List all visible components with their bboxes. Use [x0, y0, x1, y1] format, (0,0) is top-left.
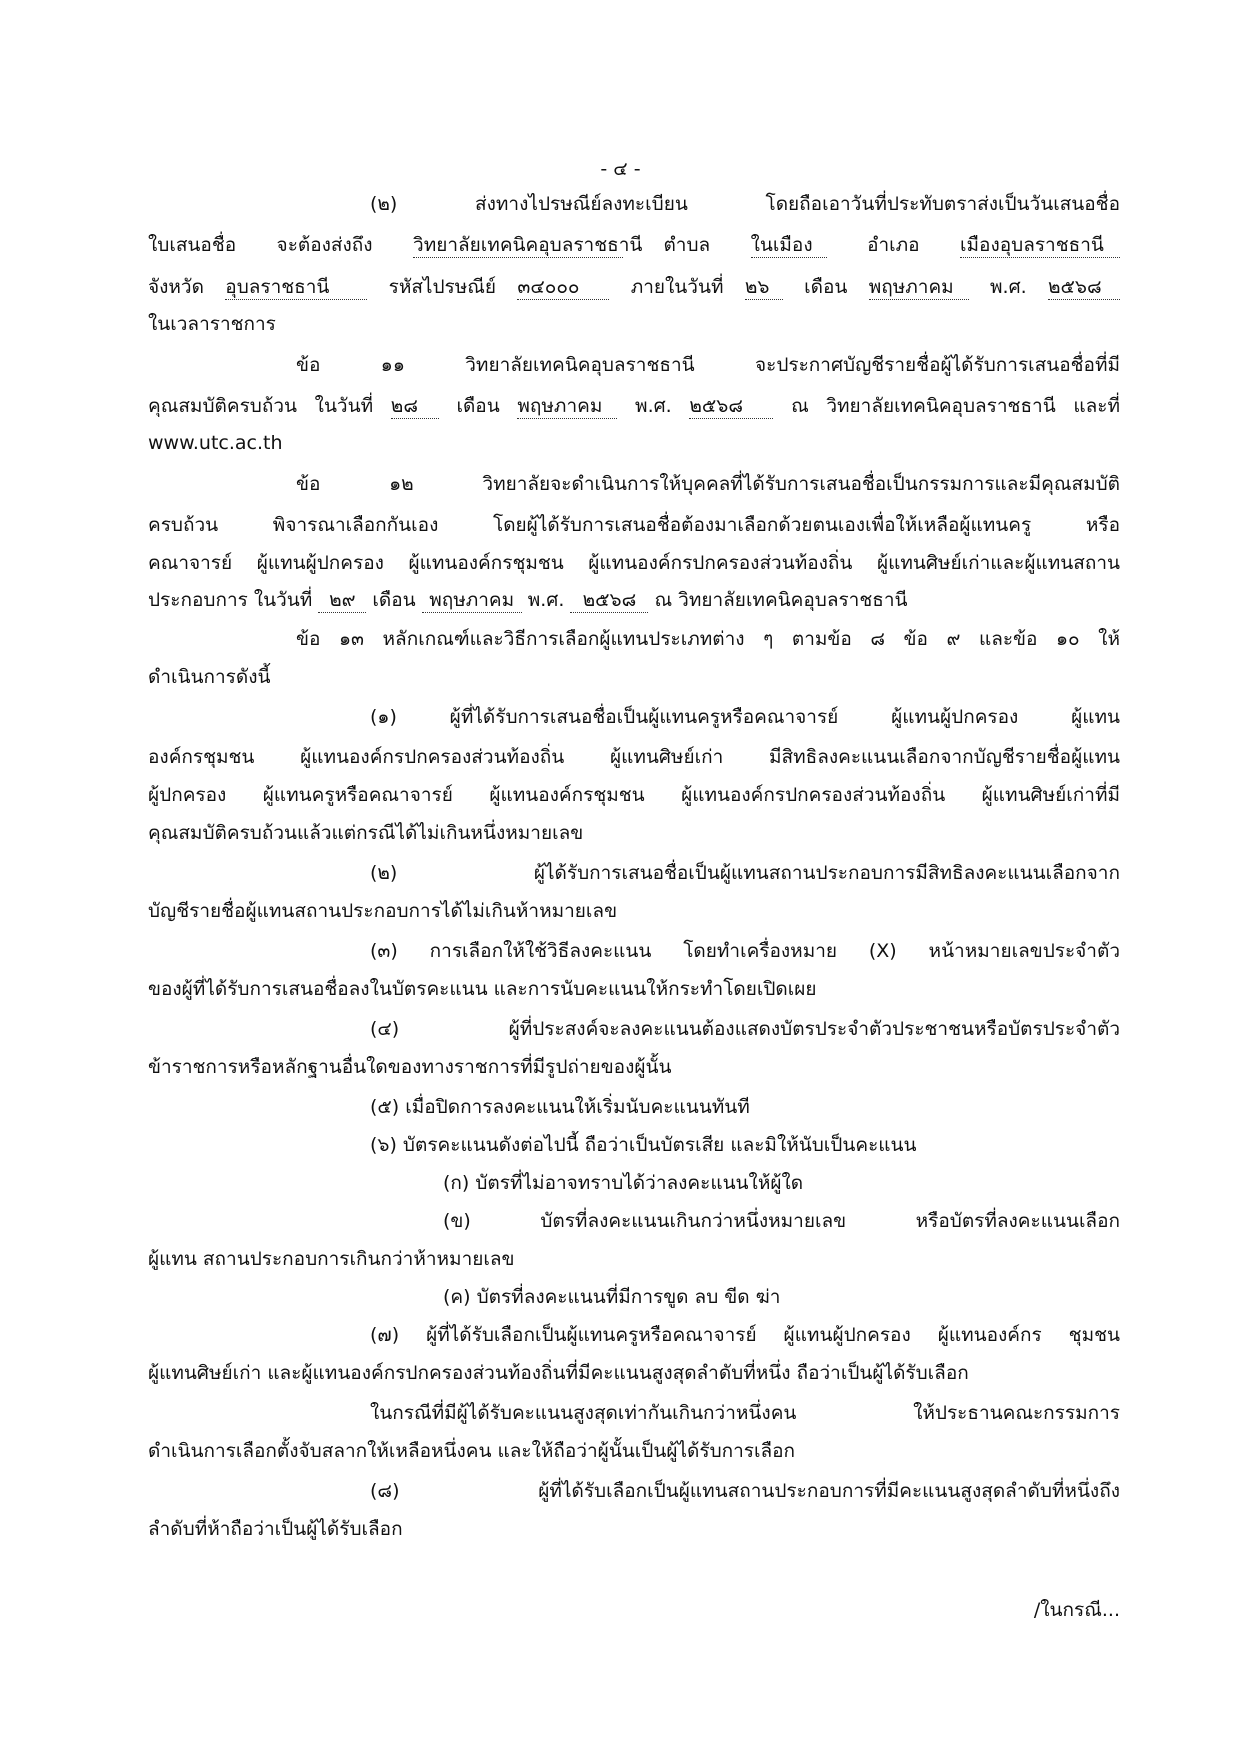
subdistrict-fill: ในเมือง	[751, 233, 827, 258]
within-date-label: ภายในวันที่	[630, 276, 724, 298]
item-1-line-1: (๑) ผู้ที่ได้รับการเสนอชื่อเป็นผู้แทนครูหรือคณาจารย์ ผู้แทนผู้ปกครอง ผู้แทน	[370, 706, 1120, 728]
item-6b-line-1: (ข) บัตรที่ลงคะแนนเกินกว่าหนึ่งหมายเลข หรือบัตรที่ลงคะแนนเลือก	[443, 1210, 1120, 1232]
clause-12-year-fill: ๒๕๖๘	[570, 588, 648, 613]
item-8-line-2: ลำดับที่ห้าถือว่าเป็นผู้ได้รับเลือก	[148, 1518, 403, 1540]
clause-12-line-4	[148, 583, 1120, 617]
clause-11-prefix: คุณสมบัติครบถ้วน ในวันที่	[148, 395, 374, 417]
clause-12-month-label: เดือน	[372, 589, 416, 611]
item-1-line-2: องค์กรชุมชน ผู้แทนองค์กรปกครองส่วนท้องถิ่น ผู้แทนศิษย์เก่า มีสิทธิลงคะแนนเลือกจากบัญชีรายชื่อผู้แทน	[148, 746, 1120, 768]
item-4-line-2: ข้าราชการหรือหลักฐานอื่นใดของทางราชการที่มีรูปถ่ายของผู้นั้น	[148, 1056, 672, 1078]
mail-method-line: (๒) ส่งทางไปรษณีย์ลงทะเบียน โดยถือเอาวันที่ประทับตราส่งเป็นวันเสนอชื่อ	[370, 193, 1120, 215]
clause-13-line-1: ข้อ ๑๓ หลักเกณฑ์และวิธีการเลือกผู้แทนประเภทต่าง ๆ ตามข้อ ๘ ข้อ ๙ และข้อ ๑๐ ให้	[296, 628, 1120, 650]
clause-11-day-fill: ๒๘	[391, 394, 439, 419]
clause-12-suffix: ณ วิทยาลัยเทคนิคอุบลราชธานี	[654, 589, 908, 611]
clause-11-line-1: ข้อ ๑๑ วิทยาลัยเทคนิคอุบลราชธานี จะประกาศบัญชีรายชื่อผู้ได้รับการเสนอชื่อที่มี	[296, 354, 1120, 376]
item-3-line-1: (๓) การเลือกให้ใช้วิธีลงคะแนน โดยทำเครื่องหมาย (X) หน้าหมายเลขประจำตัว	[370, 940, 1120, 962]
college-fill: วิทยาลัยเทคนิคอุบลราชธานี	[413, 234, 643, 256]
office-hours-line: ในเวลาราชการ	[148, 313, 276, 335]
clause-12-line-2: ครบถ้วน พิจารณาเลือกกันเอง โดยผู้ได้รับการเสนอชื่อต้องมาเลือกด้วยตนเองเพื่อให้เหลือผู้แทนครู หรือ	[148, 514, 1120, 536]
item-6-line: (๖) บัตรคะแนนดังต่อไปนี้ ถือว่าเป็นบัตรเสีย และมิให้นับเป็นคะแนน	[370, 1134, 917, 1156]
item-6a-line: (ก) บัตรที่ไม่อาจทราบได้ว่าลงคะแนนให้ผู้ใด	[443, 1172, 804, 1194]
postcode-label: รหัสไปรษณีย์	[388, 276, 497, 298]
clause-13-line-2: ดำเนินการดังนี้	[148, 666, 271, 688]
clause-12-year-label: พ.ศ.	[527, 589, 565, 611]
continuation-text: /ในกรณี...	[1033, 1599, 1120, 1621]
item-1-line-4: คุณสมบัติครบถ้วนแล้วแต่กรณีได้ไม่เกินหนึ่งหมายเลข	[148, 822, 584, 844]
district-fill: เมืองอุบลราชธานี	[960, 233, 1120, 258]
district-label: อำเภอ	[867, 234, 920, 256]
website-text: www.utc.ac.th	[148, 432, 283, 454]
province-label: จังหวัด	[148, 276, 204, 298]
clause-12-day-fill: ๒๙	[318, 588, 366, 613]
clause-12-prefix: ประกอบการ ในวันที่	[148, 589, 313, 611]
month-fill: พฤษภาคม	[869, 275, 969, 300]
subdistrict-label: ตำบล	[663, 234, 711, 256]
item-8-line-1: (๘) ผู้ที่ได้รับเลือกเป็นผู้แทนสถานประกอบการที่มีคะแนนสูงสุดลำดับที่หนึ่งถึง	[370, 1480, 1120, 1502]
item-6c-line: (ค) บัตรที่ลงคะแนนที่มีการขูด ลบ ขีด ฆ่า	[443, 1286, 781, 1308]
year-label: พ.ศ.	[990, 276, 1027, 298]
item-7-line-2: ผู้แทนศิษย์เก่า และผู้แทนองค์กรปกครองส่วนท้องถิ่นที่มีคะแนนสูงสุดลำดับที่หนึ่ง ถือว่าเป็นผู้ได้รับเลือก	[148, 1362, 969, 1384]
item-2-line-2: บัญชีรายชื่อผู้แทนสถานประกอบการได้ไม่เกินห้าหมายเลข	[148, 900, 618, 922]
mail-province-line	[148, 270, 1120, 304]
item-6b-line-2: ผู้แทน สถานประกอบการเกินกว่าห้าหมายเลข	[148, 1248, 515, 1270]
clause-12-line-3: คณาจารย์ ผู้แทนผู้ปกครอง ผู้แทนองค์กรชุมชน ผู้แทนองค์กรปกครองส่วนท้องถิ่น ผู้แทนศิษย์เก่าและผู้แทนสถาน	[148, 552, 1120, 574]
item-4-line-1: (๔) ผู้ที่ประสงค์จะลงคะแนนต้องแสดงบัตรประจำตัวประชาชนหรือบัตรประจำตัว	[370, 1018, 1120, 1040]
clause-12-month-fill: พฤษภาคม	[422, 588, 522, 613]
postcode-fill: ๓๔๐๐๐	[517, 275, 609, 300]
mail-address-prefix: ใบเสนอชื่อ จะต้องส่งถึง	[148, 234, 373, 256]
clause-11-line-2	[148, 389, 1120, 423]
page-number: - ๔ -	[600, 158, 641, 180]
mail-address-line	[148, 228, 1120, 262]
clause-11-year-fill: ๒๕๖๘	[689, 394, 773, 419]
item-7-tie-line-2: ดำเนินการเลือกตั้งจับสลากให้เหลือหนึ่งคน และให้ถือว่าผู้นั้นเป็นผู้ได้รับการเลือก	[148, 1440, 796, 1462]
item-3-line-2: ของผู้ที่ได้รับการเสนอชื่อลงในบัตรคะแนน และการนับคะแนนให้กระทำโดยเปิดเผย	[148, 978, 817, 1000]
clause-11-suffix: ณ วิทยาลัยเทคนิคอุบลราชธานี และที่	[791, 395, 1120, 417]
item-1-line-3: ผู้ปกครอง ผู้แทนครูหรือคณาจารย์ ผู้แทนองค์กรชุมชน ผู้แทนองค์กรปกครองส่วนท้องถิ่น ผู้แทนศิษย์เก่าที่มี	[148, 784, 1120, 806]
province-fill: อุบลราชธานี	[225, 275, 367, 300]
item-7-line-1: (๗) ผู้ที่ได้รับเลือกเป็นผู้แทนครูหรือคณาจารย์ ผู้แทนผู้ปกครอง ผู้แทนองค์กร ชุมชน	[370, 1324, 1120, 1346]
clause-12-line-1: ข้อ ๑๒ วิทยาลัยจะดำเนินการให้บุคคลที่ได้รับการเสนอชื่อเป็นกรรมการและมีคุณสมบัติ	[296, 473, 1120, 495]
item-2-line-1: (๒) ผู้ได้รับการเสนอชื่อเป็นผู้แทนสถานประกอบการมีสิทธิลงคะแนนเลือกจาก	[370, 862, 1120, 884]
item-7-tie-line-1: ในกรณีที่มีผู้ได้รับคะแนนสูงสุดเท่ากันเกินกว่าหนึ่งคน ให้ประธานคณะกรรมการ	[370, 1402, 1120, 1424]
clause-11-month-fill: พฤษภาคม	[517, 394, 617, 419]
clause-11-month-label: เดือน	[456, 395, 500, 417]
clause-11-year-label: พ.ศ.	[635, 395, 672, 417]
year-fill: ๒๕๖๘	[1048, 275, 1120, 300]
item-5-line: (๕) เมื่อปิดการลงคะแนนให้เริ่มนับคะแนนทันที	[370, 1096, 750, 1118]
day-fill: ๒๖	[745, 275, 783, 300]
month-label: เดือน	[804, 276, 848, 298]
